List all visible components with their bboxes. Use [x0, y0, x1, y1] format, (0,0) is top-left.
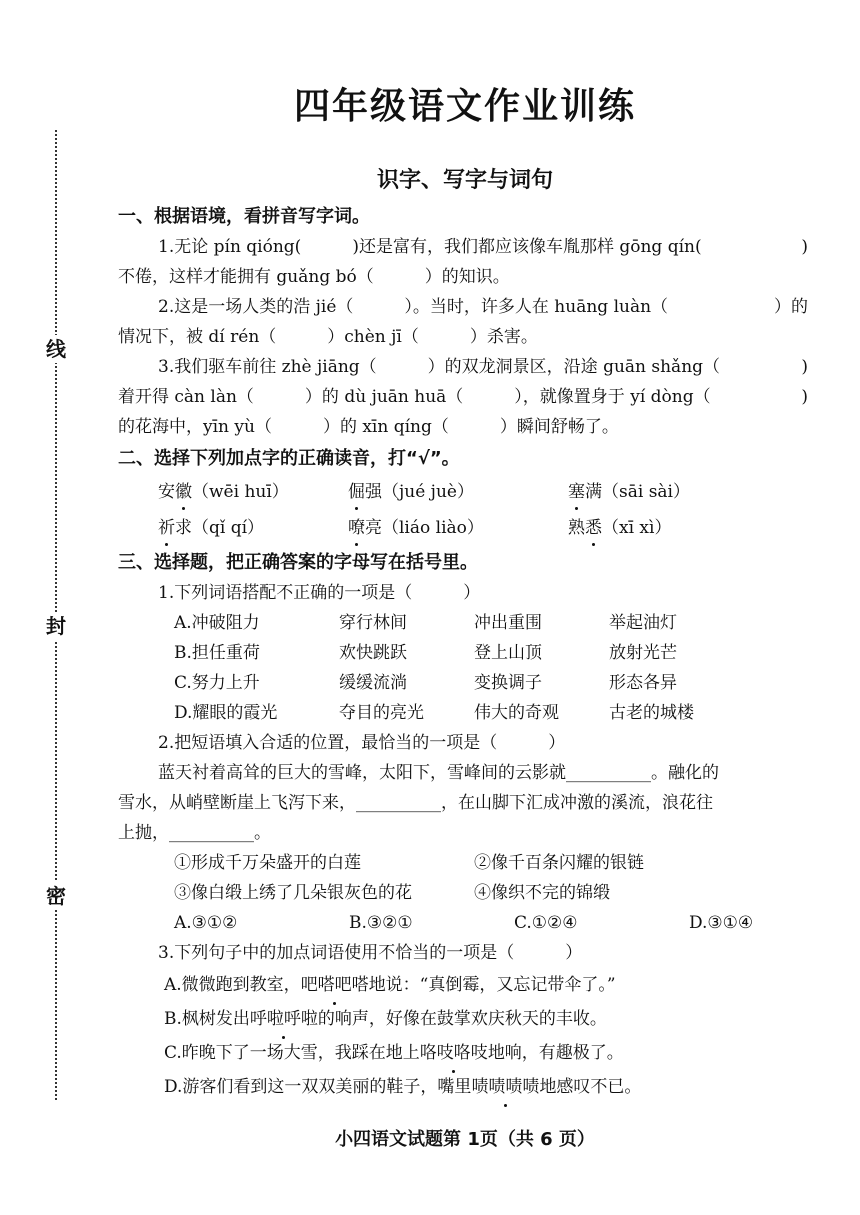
s2-row: [118, 474, 808, 510]
q2-passage-line: 上抛，__________。: [118, 823, 271, 843]
q2-passage-line: 雪水，从峭壁断崖上飞泻下来，__________，在山脚下汇成冲激的溪流，浪花往: [118, 793, 713, 813]
q2-stem: 2.把短语填入合适的位置，最恰当的一项是（ ）: [158, 733, 566, 753]
s2-item: 熟悉（xī xì）: [568, 513, 768, 543]
q2-option-row: A.③①② B.③②① C.①②④ D.③①④: [174, 913, 754, 933]
s1-line: 的花海中，yīn yù（ ）的 xīn qíng（ ）瞬间舒畅了。: [118, 417, 619, 437]
q3-option-a: A.微微跑到教室，吧嗒吧嗒地说：“真倒霉，又忘记带伞了。”: [118, 968, 808, 1002]
worksheet-body: [118, 200, 808, 1104]
section-1-heading: 一、根据语境，看拼音写字词。: [118, 206, 370, 227]
q1-option-row: C.努力上升 缓缓流淌 变换调子 形态各异: [174, 673, 677, 693]
margin-char-feng: 封: [42, 612, 70, 640]
q3-stem: 3.下列句子中的加点词语使用不恰当的一项是（ ）: [158, 943, 583, 963]
s2-item: 塞满（sāi sài）: [568, 477, 768, 507]
margin-char-xian: 线: [42, 335, 70, 363]
q3-option-b: B.枫树发出呼啦呼啦的响声，好像在鼓掌欢庆秋天的丰收。: [118, 1002, 808, 1036]
s2-item: 祈求（qǐ qí）: [158, 513, 348, 543]
q2-phrase-row: ①形成千万朵盛开的白莲 ②像千百条闪耀的银链: [174, 853, 644, 873]
s1-line: 2.这是一场人类的浩 jié（ ）。当时，许多人在 huāng luàn（ ）的: [158, 297, 808, 317]
s2-item: 安徽（wēi huī）: [158, 477, 348, 507]
page-footer: 小四语文试题第 1页（共 6 页）: [335, 1129, 595, 1150]
q3-option-c: C.昨晚下了一场大雪，我踩在地上咯吱咯吱地响，有趣极了。: [118, 1036, 808, 1070]
s1-line: 3.我们驱车前往 zhè jiāng（ ）的双龙洞景区，沿途 guān shǎng（ ): [158, 357, 808, 377]
section-subtitle: 识字、写字与词句: [376, 168, 553, 193]
margin-char-mi: 密: [42, 882, 70, 910]
s1-line: 不倦，这样才能拥有 guǎng bó（ ）的知识。: [118, 267, 510, 287]
s1-line: 1.无论 pín qióng( )还是富有，我们都应该像车胤那样 gōng qín( ): [158, 237, 808, 257]
q1-option-row: B.担任重荷 欢快跳跃 登上山顶 放射光芒: [174, 643, 677, 663]
s1-line: 情况下，被 dí rén（ ）chèn jī（ ）杀害。: [118, 327, 538, 347]
q1-option-row: A.冲破阻力 穿行林间 冲出重围 举起油灯: [174, 613, 677, 633]
s2-item: 倔强（jué juè）: [348, 477, 568, 507]
section-2-heading: 二、选择下列加点字的正确读音，打“√”。: [118, 448, 460, 469]
s1-line: 着开得 càn làn（ ）的 dù juān huā（ ），就像置身于 yí dòng（ ): [118, 387, 808, 407]
q2-passage-line: 蓝天衬着高耸的巨大的雪峰，太阳下，雪峰间的云影就__________。融化的: [158, 763, 719, 783]
section-3-heading: 三、选择题，把正确答案的字母写在括号里。: [118, 552, 478, 573]
q1-option-row: D.耀眼的霞光 夺目的亮光 伟大的奇观 古老的城楼: [174, 703, 694, 723]
s2-row: [118, 510, 808, 546]
page-title: 四年级语文作业训练: [293, 86, 636, 127]
q1-stem: 1.下列词语搭配不正确的一项是（ ）: [158, 583, 481, 603]
q2-phrase-row: ③像白缎上绣了几朵银灰色的花 ④像织不完的锦缎: [174, 883, 610, 903]
s2-item: 嘹亮（liáo liào）: [348, 513, 568, 543]
q3-option-d: D.游客们看到这一双双美丽的鞋子，嘴里啧啧啧啧地感叹不已。: [118, 1070, 808, 1104]
